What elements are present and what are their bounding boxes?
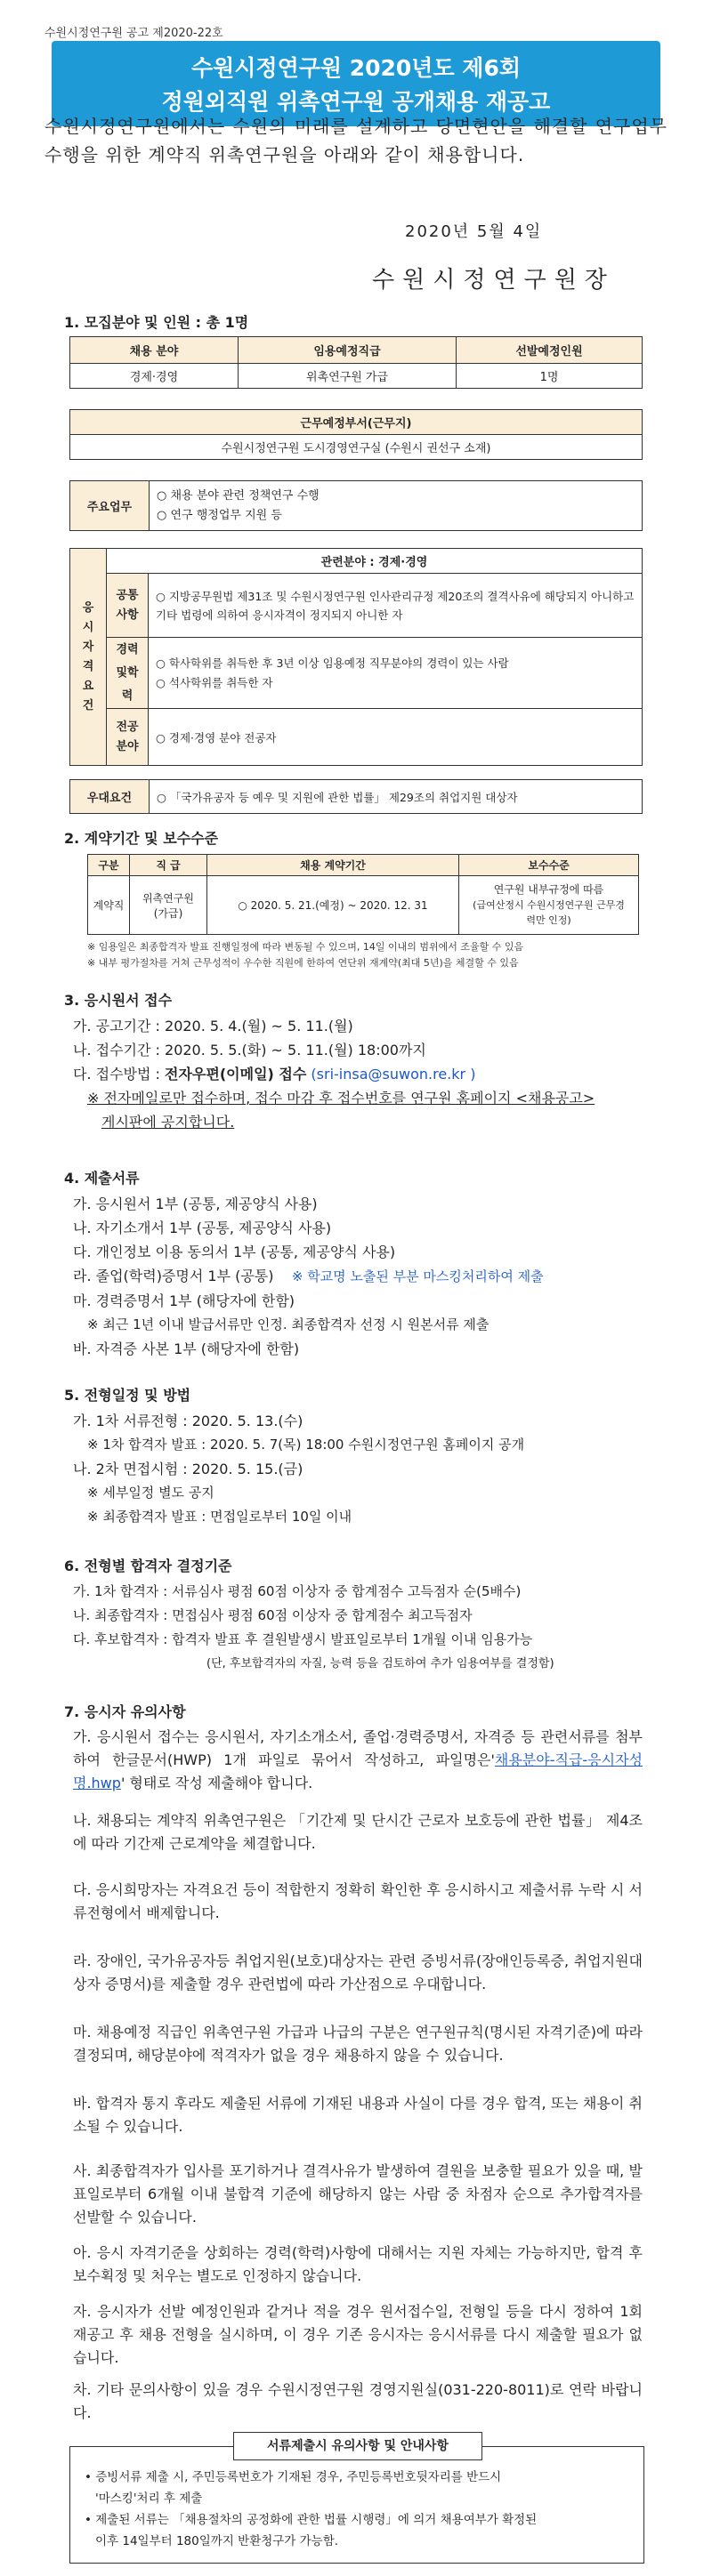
preference-header: 우대요건 — [70, 780, 150, 814]
contract-note-2: ※ 내부 평가절차를 거쳐 근무성적이 우수한 직원에 한하여 연단위 재계약(최대 5년)을 체결할 수 있음 — [87, 957, 519, 969]
caution-paragraph: 나. 채용되는 계약직 위촉연구원은 「기간제 및 단시간 근로자 보호등에 관한 법률」 제4조에 따라 기간제 근로계약을 체결합니다. — [73, 1812, 643, 1852]
application-email[interactable]: (sri-insa@suwon.re.kr ) — [311, 1066, 476, 1083]
common-requirement: ○ 지방공무원법 제31조 및 수원시정연구원 인사관리규정 제20조의 결격사유에 해당되지 아니하고 기타 법령에 의하여 응시자격이 정지되지 아니한 자 — [149, 574, 643, 638]
qualification-header — [70, 549, 107, 766]
guide-item-2-line-1: • 제출된 서류는 「채용절차의 공정화에 관한 법률 시행령」에 의거 채용여부가 확정된 — [85, 2513, 538, 2527]
document-item: 마. 경력증명서 1부 (해당자에 한함) — [73, 1292, 295, 1309]
document-item-diploma — [73, 1264, 544, 1289]
caution-paragraph: 차. 기타 문의사항이 있을 경우 수원시정연구원 경영지원실(031-220-8011)로 연락 바랍니다. — [73, 2381, 643, 2421]
cell-count: 1명 — [457, 364, 643, 389]
criteria-item: 나. 최종합격자 : 면접심사 평점 60점 이상자 중 합계점수 최고득점자 — [73, 1607, 473, 1623]
organization-signature: 수원시정연구원장 — [372, 267, 615, 294]
preference-value: ○ 「국가유공자 등 예우 및 지원에 관한 법률」 제29조의 취업지원 대상자 — [150, 780, 643, 814]
preference-table — [69, 779, 643, 814]
cell-rank: 위촉연구원 가급 — [239, 364, 457, 389]
contract-note-1: ※ 임용일은 최종합격자 발표 진행일정에 따라 변동될 수 있으며, 14일 이내의 범위에서 조율할 수 있음 — [87, 941, 524, 953]
caution-paragraph: 사. 최종합격자가 입사를 포기하거나 결격사유가 발생하여 결원을 보충할 필요가 있을 때, 발표일로부터 6개월 이내 불합격 기준에 해당하지 않는 사람 중 차점자 순으로 추가합격자를 선발할 수 있습니다. — [73, 2162, 643, 2226]
application-method — [73, 1062, 595, 1086]
major-requirement: ○ 경제·경영 분야 전공자 — [149, 709, 643, 766]
schedule-note: ※ 세부일정 별도 공지 — [87, 1485, 214, 1501]
career-item: ○ 학사학위를 취득한 후 3년 이상 임용예정 직무분야의 경력이 있는 사람 — [156, 656, 509, 670]
major-header — [107, 709, 149, 766]
career-item: ○ 석사학위를 취득한 자 — [156, 675, 273, 689]
qualification-header-text: 응시자격요건 — [82, 600, 94, 712]
schedule-item: 가. 1차 서류전형 : 2020. 5. 13.(수) — [73, 1413, 303, 1429]
schedule-item: 나. 2차 면접시험 : 2020. 5. 15.(금) — [73, 1461, 303, 1477]
col-field: 채용 분야 — [70, 337, 239, 364]
document-item: 다. 개인정보 이용 동의서 1부 (공통, 제공양식 사용) — [73, 1244, 396, 1260]
criteria-item: 다. 후보합격자 : 합격자 발표 후 결원발생시 발표일로부터 1개월 이내 임용가능 — [73, 1631, 533, 1647]
qualification-table — [69, 548, 643, 766]
qualification-field: 관련분야 : 경제·경영 — [107, 549, 643, 574]
cell-field: 경제·경영 — [70, 364, 239, 389]
col-rank: 직 급 — [130, 855, 207, 876]
caution-1-text-a: 가. 응시원서 접수는 응시원서, 자기소개소서, 졸업·경력증명서, 자격증 등 관련서류를 첨부하여 한글문서(HWP) 1개 파일로 묶어서 작성하고, 파일명은' — [73, 1728, 643, 1768]
caution-paragraph: 라. 장애인, 국가유공자등 취업지원(보호)대상자는 관련 증빙서류(장애인등록증, 취업지원대상자 증명서)를 제출할 경우 관련법에 따라 가산점으로 우대합니다. — [73, 1952, 643, 1992]
duty-item: ○ 연구 행정업무 지원 등 — [157, 508, 282, 522]
col-period: 채용 계약기간 — [207, 855, 459, 876]
masking-note: ※ 학교명 노출된 부분 마스킹처리하여 제출 — [291, 1268, 544, 1284]
cell-rank: 위촉연구원 (가급) — [130, 876, 207, 935]
col-pay: 보수수준 — [459, 855, 639, 876]
guide-title-box — [233, 2432, 482, 2460]
major-header-text: 전공분야 — [116, 720, 139, 753]
application-item: 나. 접수기간 : 2020. 5. 5.(화) ~ 5. 11.(월) 18:00까지 — [73, 1042, 426, 1059]
pay-line-1: 연구원 내부규정에 따름 — [493, 883, 604, 896]
method-prefix: 다. 접수방법 : — [73, 1066, 166, 1083]
schedule-note: ※ 최종합격자 발표 : 면접일로부터 10일 이내 — [87, 1509, 352, 1525]
section-7-title: 7. 응시자 유의사항 — [64, 1703, 186, 1720]
guide-title: 서류제출시 유의사항 및 안내사항 — [267, 2439, 449, 2453]
application-item: 가. 공고기간 : 2020. 5. 4.(월) ~ 5. 11.(월) — [73, 1018, 353, 1034]
workplace-table — [69, 409, 643, 460]
notice-date: 2020년 5월 4일 — [405, 222, 543, 241]
duty-header: 주요업무 — [70, 481, 150, 531]
notice-number: 수원시정연구원 공고 제2020-22호 — [44, 27, 223, 40]
duty-table — [69, 480, 643, 531]
section-5-title: 5. 전형일정 및 방법 — [64, 1387, 191, 1404]
title-line-2: 정원외직원 위촉연구원 공개채용 재공고 — [161, 89, 551, 115]
section-3-title: 3. 응시원서 접수 — [64, 992, 173, 1009]
method-bold: 전자우편(이메일) 접수 — [165, 1066, 307, 1083]
col-rank: 임용예정직급 — [239, 337, 457, 364]
criteria-note: (단, 후보합격자의 자질, 능력 등을 검토하여 추가 임용여부를 결정함) — [206, 1657, 554, 1670]
document-note: ※ 최근 1년 이내 발급서류만 인정. 최종합격자 선정 시 원본서류 제출 — [87, 1316, 490, 1332]
cell-pay — [459, 876, 639, 935]
section-2-title: 2. 계약기간 및 보수수준 — [64, 830, 219, 847]
col-kind: 구분 — [88, 855, 130, 876]
document-item: 바. 자격증 사본 1부 (해당자에 한함) — [73, 1340, 300, 1357]
career-header-text: 경력및학력 — [116, 642, 139, 703]
application-list — [73, 1014, 595, 1134]
caution-paragraph: 다. 응시희망자는 자격요건 등이 적합한지 정확히 확인한 후 응시하시고 제출서류 누락 시 서류전형에서 배제합니다. — [73, 1881, 643, 1921]
common-header-text: 공통사항 — [116, 588, 139, 622]
document-item-text: 라. 졸업(학력)증명서 1부 (공통) — [73, 1268, 274, 1284]
duty-items — [150, 481, 643, 531]
caution-paragraph-1 — [73, 1726, 643, 1795]
cell-period: ○ 2020. 5. 21.(예정) ~ 2020. 12. 31 — [207, 876, 459, 935]
intro-paragraph: 수원시정연구원에서는 수원의 미래를 설계하고 당면현안을 해결할 연구업무 수행을 위한 계약직 위촉연구원을 아래와 같이 채용합니다. — [44, 116, 668, 165]
guide-item-1-line-1: • 증빙서류 제출 시, 주민등록번호가 기재된 경우, 주민등록번호뒷자리를 반드시 — [85, 2470, 502, 2484]
cell-kind: 계약직 — [88, 876, 130, 935]
document-item: 가. 응시원서 1부 (공통, 제공양식 사용) — [73, 1195, 318, 1212]
document-item: 나. 자기소개서 1부 (공통, 제공양식 사용) — [73, 1220, 332, 1236]
application-note-line-1: ※ 전자메일로만 접수하며, 접수 마감 후 접수번호를 연구원 홈페이지 <채용공고> — [87, 1090, 595, 1107]
guide-item-1-line-2: '마스킹'처리 후 제출 — [95, 2491, 203, 2506]
documents-list — [73, 1192, 544, 1361]
caution-1-filename: 채용분야-직급-응시자성명.hwp — [73, 1751, 643, 1791]
contract-table — [87, 854, 639, 935]
caution-1-text-c: ' 형태로 작성 제출해야 합니다. — [120, 1775, 313, 1791]
title-line-1: 수원시정연구원 2020년도 제6회 — [190, 55, 522, 81]
guide-item-2-line-2: 이후 14일부터 180일까지 반환청구가 가능함. — [95, 2534, 339, 2548]
criteria-item: 가. 1차 합격자 : 서류심사 평점 60점 이상자 중 합계점수 고득점자 순(5배수) — [73, 1583, 522, 1599]
col-count: 선발예정인원 — [457, 337, 643, 364]
caution-paragraph: 마. 채용예정 직급인 위촉연구원 가급과 나급의 구분은 연구원규칙(명시된 자격기준)에 따라 결정되며, 해당분야에 적격자가 없을 경우 채용하지 않을 수 있습니다. — [73, 2024, 643, 2064]
workplace-value: 수원시정연구원 도시경영연구실 (수원시 권선구 소재) — [70, 435, 643, 460]
section-4-title: 4. 제출서류 — [64, 1170, 140, 1187]
caution-paragraph: 아. 응시 자격기준을 상회하는 경력(학력)사항에 대해서는 지원 자체는 가능하지만, 합격 후 보수획정 및 처우는 별도로 인정하지 않습니다. — [73, 2244, 643, 2284]
career-header — [107, 638, 149, 709]
section-1-title: 1. 모집분야 및 인원 : 총 1명 — [64, 314, 249, 331]
workplace-header: 근무예정부서(근무지) — [70, 410, 643, 435]
section-6-title: 6. 전형별 합격자 결정기준 — [64, 1558, 232, 1574]
career-requirement — [149, 638, 643, 709]
guide-box — [69, 2446, 644, 2564]
criteria-list — [73, 1580, 554, 1676]
common-header — [107, 574, 149, 638]
schedule-note: ※ 1차 합격자 발표 : 2020. 5. 7(목) 18:00 수원시정연구원 홈페이지 공개 — [87, 1437, 525, 1453]
duty-item: ○ 채용 분야 관련 정책연구 수행 — [157, 488, 320, 503]
caution-paragraph: 자. 응시자가 선발 예정인원과 같거나 적을 경우 원서접수일, 전형일 등을 다시 정하여 1회 재공고 후 채용 전형을 실시하며, 이 경우 기존 응시자는 응시서류를 다시 제출할 필요가 없습니다. — [73, 2303, 643, 2366]
recruit-table — [69, 336, 643, 389]
caution-paragraph: 바. 합격자 통지 후라도 제출된 서류에 기재된 내용과 사실이 다를 경우 합격, 또는 채용이 취소될 수 있습니다. — [73, 2095, 643, 2135]
pay-line-2: (급여산정시 수원시정연구원 근무경력만 인정) — [473, 899, 625, 926]
schedule-list — [73, 1409, 524, 1529]
application-note-line-2: 게시판에 공지합니다. — [101, 1114, 235, 1131]
